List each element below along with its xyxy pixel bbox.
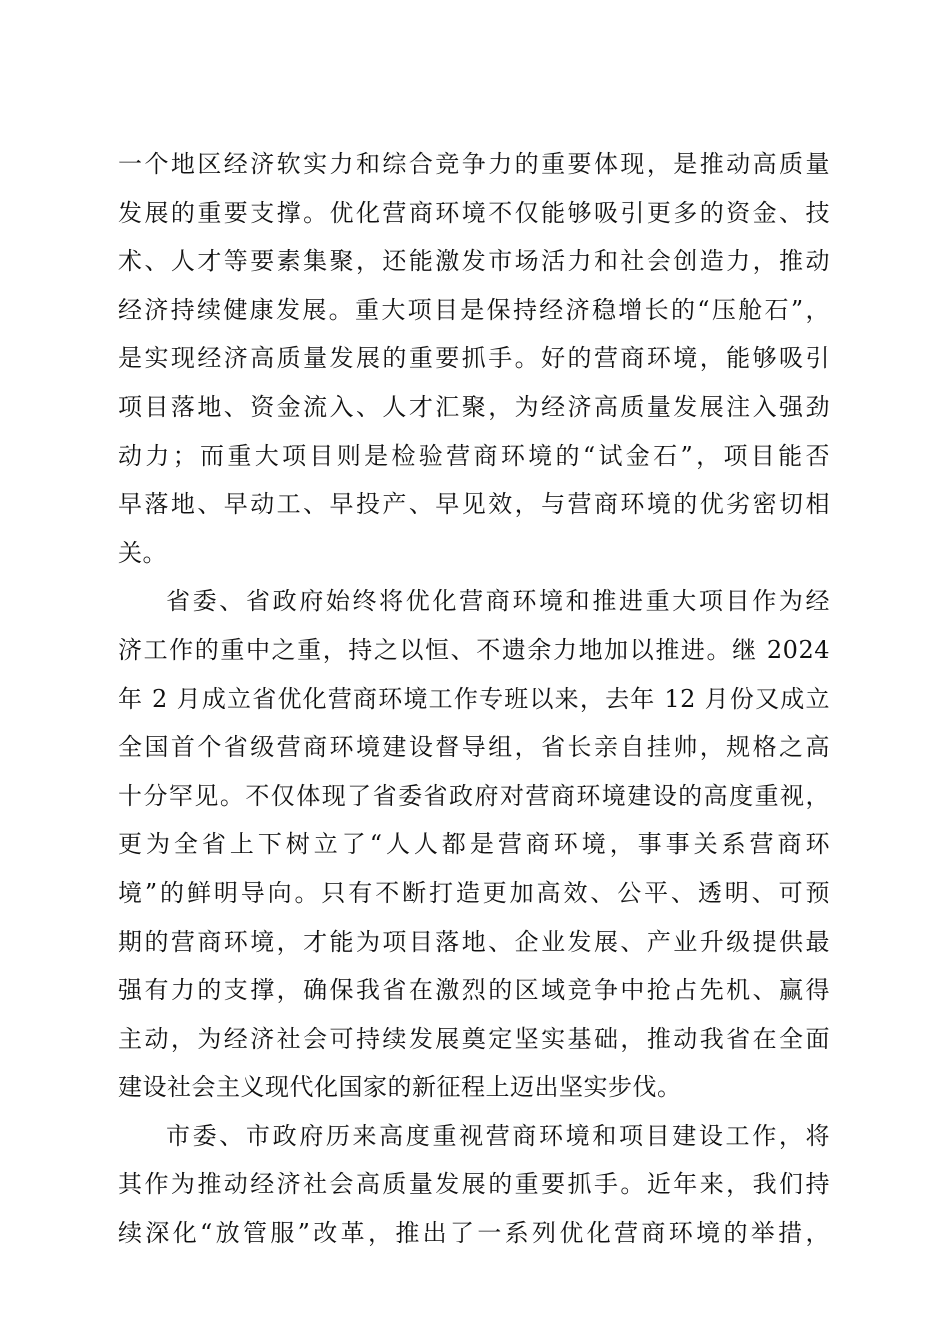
text-line: 期的营商环境，才能为项目落地、企业发展、产业升级提供最 bbox=[118, 927, 830, 956]
text-line: 全国首个省级营商环境建设督导组，省长亲自挂帅，规格之高 bbox=[118, 733, 830, 762]
text-line: 市委、市政府历来高度重视营商环境和项目建设工作，将 bbox=[166, 1121, 830, 1150]
text-line: 十分罕见。不仅体现了省委省政府对营商环境建设的高度重视， bbox=[118, 781, 830, 810]
text-line: 发展的重要支撑。优化营商环境不仅能够吸引更多的资金、技 bbox=[118, 198, 830, 227]
text-line: 建设社会主义现代化国家的新征程上迈出坚实步伐。 bbox=[118, 1073, 682, 1102]
document-body bbox=[118, 140, 830, 1258]
text-line: 动力；而重大项目则是检验营商环境的“试金石”，项目能否 bbox=[118, 441, 830, 470]
text-line: 境”的鲜明导向。只有不断打造更加高效、公平、透明、可预 bbox=[118, 878, 830, 907]
text-line: 续深化“放管服”改革，推出了一系列优化营商环境的举措， bbox=[118, 1219, 830, 1248]
paragraph-2 bbox=[118, 577, 830, 1112]
text-line: 更为全省上下树立了“人人都是营商环境，事事关系营商环 bbox=[118, 830, 830, 859]
text-line: 年 2 月成立省优化营商环境工作专班以来，去年 12 月份又成立 bbox=[118, 684, 830, 713]
text-line: 术、人才等要素集聚，还能激发市场活力和社会创造力，推动 bbox=[118, 247, 830, 276]
paragraph-3 bbox=[118, 1112, 830, 1258]
text-line: 是实现经济高质量发展的重要抓手。好的营商环境，能够吸引 bbox=[118, 344, 830, 373]
paragraph-1 bbox=[118, 140, 830, 577]
text-line: 济工作的重中之重，持之以恒、不遗余力地加以推进。继 2024 bbox=[118, 635, 830, 664]
text-line: 主动，为经济社会可持续发展奠定坚实基础，推动我省在全面 bbox=[118, 1024, 830, 1053]
text-line: 经济持续健康发展。重大项目是保持经济稳增长的“压舱石”， bbox=[118, 295, 830, 324]
text-line: 强有力的支撑，确保我省在激烈的区域竞争中抢占先机、赢得 bbox=[118, 976, 830, 1005]
text-line: 其作为推动经济社会高质量发展的重要抓手。近年来，我们持 bbox=[118, 1170, 830, 1199]
text-line: 早落地、早动工、早投产、早见效，与营商环境的优劣密切相 bbox=[118, 490, 830, 519]
text-line: 一个地区经济软实力和综合竞争力的重要体现，是推动高质量 bbox=[118, 150, 830, 178]
text-line: 省委、省政府始终将优化营商环境和推进重大项目作为经 bbox=[166, 587, 830, 616]
text-line: 关。 bbox=[118, 538, 167, 567]
text-line: 项目落地、资金流入、人才汇聚，为经济高质量发展注入强劲 bbox=[118, 392, 830, 421]
